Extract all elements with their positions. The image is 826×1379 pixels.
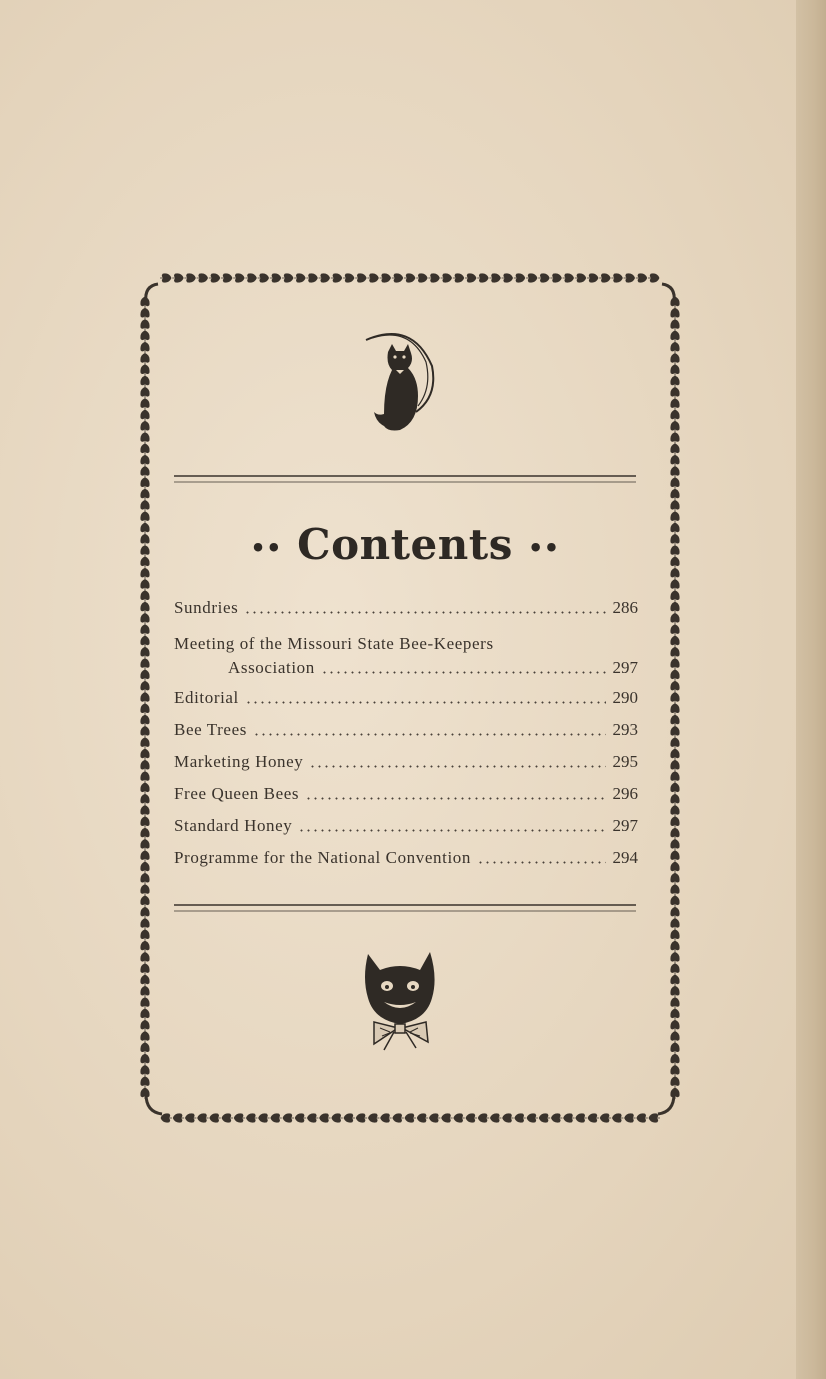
toc-entry-sundries[interactable] (174, 598, 640, 622)
fleuron-top-icon (538, 274, 549, 282)
fleuron-right-icon (671, 1088, 679, 1099)
fleuron-top-icon (172, 274, 183, 282)
fleuron-bottom-icon (161, 1114, 172, 1122)
fleuron-left-icon (141, 308, 149, 319)
fleuron-left-icon (141, 500, 149, 511)
fleuron-top-icon (184, 274, 195, 282)
fleuron-left-icon (141, 693, 149, 704)
fleuron-right-icon (671, 297, 679, 308)
fleuron-right-icon (671, 907, 679, 918)
fleuron-left-icon (141, 376, 149, 387)
fleuron-bottom-icon (210, 1114, 221, 1122)
fleuron-right-icon (671, 964, 679, 975)
fleuron-left-icon (141, 715, 149, 726)
page-title: Contents (297, 520, 513, 569)
fleuron-left-icon (141, 1043, 149, 1054)
fleuron-left-icon (141, 399, 149, 410)
fleuron-bottom-icon (307, 1114, 318, 1122)
fleuron-left-icon (141, 726, 149, 737)
fleuron-top-icon (599, 274, 610, 282)
contents-heading (175, 520, 635, 569)
fleuron-bottom-icon (503, 1114, 514, 1122)
fleuron-bottom-icon (515, 1114, 526, 1122)
fleuron-right-icon (671, 998, 679, 1009)
fleuron-top-icon (489, 274, 500, 282)
fleuron-top-icon (550, 274, 561, 282)
heading-ornament-right: •• (527, 533, 560, 563)
toc-entry-programme[interactable] (174, 848, 640, 872)
fleuron-left-icon (141, 602, 149, 613)
fleuron-right-icon (671, 342, 679, 353)
fleuron-top-icon (526, 274, 537, 282)
fleuron-bottom-icon (429, 1114, 440, 1122)
fleuron-right-icon (671, 444, 679, 455)
fleuron-left-icon (141, 851, 149, 862)
fleuron-right-icon (671, 817, 679, 828)
fleuron-right-icon (671, 489, 679, 500)
fleuron-right-icon (671, 1032, 679, 1043)
fleuron-left-icon (141, 354, 149, 365)
fleuron-right-icon (671, 1009, 679, 1020)
fleuron-right-icon (671, 387, 679, 398)
fleuron-right-icon (671, 399, 679, 410)
fleuron-bottom-icon (625, 1114, 636, 1122)
fleuron-top-icon (258, 274, 269, 282)
fleuron-top-icon (160, 274, 171, 282)
fleuron-bottom-icon (600, 1114, 611, 1122)
fleuron-right-icon (671, 828, 679, 839)
fleuron-top-icon (209, 274, 220, 282)
toc-entry-page: 295 (612, 752, 638, 771)
fleuron-right-icon (671, 930, 679, 941)
fleuron-right-icon (671, 613, 679, 624)
fleuron-bottom-icon (576, 1114, 587, 1122)
fleuron-bottom-icon (490, 1114, 501, 1122)
fleuron-right-icon (671, 580, 679, 591)
fleuron-bottom-icon (368, 1114, 379, 1122)
fleuron-left-icon (141, 331, 149, 342)
fleuron-right-icon (671, 839, 679, 850)
fleuron-bottom-icon (246, 1114, 257, 1122)
fleuron-left-icon (141, 907, 149, 918)
fleuron-left-icon (141, 297, 149, 308)
dot-leader (244, 611, 606, 614)
fleuron-left-icon (141, 1088, 149, 1099)
fleuron-right-icon (671, 354, 679, 365)
toc-entry-page: 294 (612, 848, 638, 867)
fleuron-right-icon (671, 568, 679, 579)
fleuron-top-icon (587, 274, 598, 282)
toc-entry-title-line2: Association (228, 658, 315, 677)
fleuron-right-icon (671, 772, 679, 783)
fleuron-right-icon (671, 862, 679, 873)
fleuron-top-icon (502, 274, 513, 282)
fleuron-right-icon (671, 794, 679, 805)
fleuron-bottom-icon (185, 1114, 196, 1122)
fleuron-left-icon (141, 873, 149, 884)
fleuron-right-icon (671, 410, 679, 421)
toc-entry-meeting-continued[interactable] (174, 658, 640, 682)
fleuron-bottom-icon (551, 1114, 562, 1122)
fleuron-left-icon (141, 489, 149, 500)
fleuron-top-icon (477, 274, 488, 282)
fleuron-bottom-icon (527, 1114, 538, 1122)
fleuron-left-icon (141, 512, 149, 523)
fleuron-bottom-icon (539, 1114, 550, 1122)
toc-entry-page: 297 (612, 658, 638, 677)
dot-leader (309, 765, 606, 768)
fleuron-left-icon (141, 1065, 149, 1076)
fleuron-left-icon (141, 998, 149, 1009)
fleuron-right-icon (671, 670, 679, 681)
fleuron-left-icon (141, 591, 149, 602)
fleuron-bottom-icon (234, 1114, 245, 1122)
fleuron-left-icon (141, 817, 149, 828)
fleuron-right-icon (671, 749, 679, 760)
fleuron-right-icon (671, 478, 679, 489)
fleuron-left-icon (141, 681, 149, 692)
fleuron-right-icon (671, 647, 679, 658)
fleuron-right-icon (671, 1054, 679, 1065)
fleuron-right-icon (671, 726, 679, 737)
bottom-double-rule (174, 903, 636, 913)
fleuron-left-icon (141, 444, 149, 455)
fleuron-left-icon (141, 320, 149, 331)
fleuron-left-icon (141, 828, 149, 839)
fleuron-left-icon (141, 636, 149, 647)
fleuron-top-icon (282, 274, 293, 282)
fleuron-right-icon (671, 873, 679, 884)
fleuron-right-icon (671, 659, 679, 670)
fleuron-right-icon (671, 433, 679, 444)
dot-leader (305, 797, 606, 800)
fleuron-right-icon (671, 1020, 679, 1031)
fleuron-top-icon (416, 274, 427, 282)
fleuron-top-icon (514, 274, 525, 282)
fleuron-left-icon (141, 568, 149, 579)
fleuron-right-icon (671, 365, 679, 376)
toc-entry-title: Programme for the National Convention (174, 848, 471, 867)
fleuron-right-icon (671, 952, 679, 963)
fleuron-bottom-icon (478, 1114, 489, 1122)
fleuron-left-icon (141, 986, 149, 997)
fleuron-left-icon (141, 433, 149, 444)
fleuron-bottom-icon (454, 1114, 465, 1122)
fleuron-left-icon (141, 455, 149, 466)
fleuron-right-icon (671, 1043, 679, 1054)
toc-entry-title: Sundries (174, 598, 239, 617)
fleuron-left-icon (141, 534, 149, 545)
toc-entry-page: 297 (612, 816, 638, 835)
fleuron-bottom-icon (381, 1114, 392, 1122)
fleuron-left-icon (141, 952, 149, 963)
fleuron-left-icon (141, 467, 149, 478)
toc-entry-standard-honey[interactable] (174, 816, 640, 840)
toc-entry-title: Meeting of the Missouri State Bee-Keepers (174, 634, 494, 653)
fleuron-top-icon (465, 274, 476, 282)
fleuron-left-icon (141, 647, 149, 658)
fleuron-left-icon (141, 738, 149, 749)
toc-entry-page: 290 (612, 688, 638, 707)
fleuron-left-icon (141, 885, 149, 896)
fleuron-top-icon (563, 274, 574, 282)
fleuron-top-icon (392, 274, 403, 282)
fleuron-top-icon (453, 274, 464, 282)
dot-leader (298, 829, 606, 832)
fleuron-left-icon (141, 670, 149, 681)
fleuron-top-icon (245, 274, 256, 282)
fleuron-right-icon (671, 885, 679, 896)
fleuron-top-icon (575, 274, 586, 282)
grinning-cat-vignette-icon (360, 948, 440, 1054)
fleuron-bottom-icon (295, 1114, 306, 1122)
fleuron-right-icon (671, 806, 679, 817)
fleuron-left-icon (141, 975, 149, 986)
fleuron-left-icon (141, 546, 149, 557)
fleuron-left-icon (141, 421, 149, 432)
fleuron-right-icon (671, 500, 679, 511)
fleuron-left-icon (141, 342, 149, 353)
fleuron-left-icon (141, 523, 149, 534)
fleuron-right-icon (671, 1065, 679, 1076)
toc-entry-page: 286 (612, 598, 638, 617)
fleuron-top-icon (197, 274, 208, 282)
fleuron-top-icon (404, 274, 415, 282)
toc-entry-title: Editorial (174, 688, 239, 707)
fleuron-top-icon (233, 274, 244, 282)
fleuron-top-icon (319, 274, 330, 282)
fleuron-left-icon (141, 557, 149, 568)
fleuron-left-icon (141, 580, 149, 591)
toc-entry-page: 293 (612, 720, 638, 739)
fleuron-right-icon (671, 467, 679, 478)
cat-moon-vignette-icon (360, 326, 440, 436)
fleuron-bottom-icon (198, 1114, 209, 1122)
fleuron-bottom-icon (466, 1114, 477, 1122)
fleuron-left-icon (141, 794, 149, 805)
fleuron-bottom-icon (283, 1114, 294, 1122)
fleuron-right-icon (671, 986, 679, 997)
page-spine-edge (796, 0, 826, 1379)
fleuron-top-icon (221, 274, 232, 282)
fleuron-top-icon (611, 274, 622, 282)
fleuron-top-icon (636, 274, 647, 282)
fleuron-top-icon (367, 274, 378, 282)
fleuron-bottom-icon (564, 1114, 575, 1122)
fleuron-right-icon (671, 1077, 679, 1088)
dot-leader (321, 671, 606, 674)
fleuron-top-icon (331, 274, 342, 282)
fleuron-left-icon (141, 919, 149, 930)
fleuron-top-icon (306, 274, 317, 282)
fleuron-right-icon (671, 625, 679, 636)
fleuron-right-icon (671, 941, 679, 952)
fleuron-right-icon (671, 534, 679, 545)
fleuron-left-icon (141, 896, 149, 907)
toc-entry-meeting[interactable] (174, 634, 640, 658)
fleuron-right-icon (671, 546, 679, 557)
fleuron-bottom-icon (259, 1114, 270, 1122)
fleuron-right-icon (671, 896, 679, 907)
toc-entry-editorial[interactable] (174, 688, 640, 712)
dot-leader (253, 733, 606, 736)
fleuron-right-icon (671, 851, 679, 862)
fleuron-right-icon (671, 523, 679, 534)
fleuron-bottom-icon (222, 1114, 233, 1122)
fleuron-right-icon (671, 738, 679, 749)
fleuron-left-icon (141, 1032, 149, 1043)
dot-leader (245, 701, 606, 704)
fleuron-bottom-icon (320, 1114, 331, 1122)
dot-leader (477, 861, 606, 864)
fleuron-left-icon (141, 704, 149, 715)
fleuron-bottom-icon (332, 1114, 343, 1122)
fleuron-top-icon (380, 274, 391, 282)
fleuron-top-icon (441, 274, 452, 282)
fleuron-bottom-icon (356, 1114, 367, 1122)
toc-entry-title: Marketing Honey (174, 752, 304, 771)
toc-entry-page: 296 (612, 784, 638, 803)
fleuron-right-icon (671, 783, 679, 794)
fleuron-bottom-icon (442, 1114, 453, 1122)
toc-entry-free-queen-bees[interactable] (174, 784, 640, 808)
fleuron-left-icon (141, 964, 149, 975)
fleuron-right-icon (671, 919, 679, 930)
fleuron-left-icon (141, 783, 149, 794)
fleuron-right-icon (671, 331, 679, 342)
fleuron-left-icon (141, 760, 149, 771)
fleuron-bottom-icon (637, 1114, 648, 1122)
fleuron-left-icon (141, 862, 149, 873)
fleuron-left-icon (141, 772, 149, 783)
fleuron-top-icon (270, 274, 281, 282)
fleuron-left-icon (141, 410, 149, 421)
fleuron-bottom-icon (612, 1114, 623, 1122)
fleuron-right-icon (671, 693, 679, 704)
fleuron-left-icon (141, 1020, 149, 1031)
fleuron-left-icon (141, 659, 149, 670)
fleuron-left-icon (141, 839, 149, 850)
fleuron-right-icon (671, 704, 679, 715)
fleuron-right-icon (671, 591, 679, 602)
fleuron-right-icon (671, 636, 679, 647)
fleuron-top-icon (343, 274, 354, 282)
fleuron-right-icon (671, 512, 679, 523)
fleuron-left-icon (141, 941, 149, 952)
toc-entry-title: Standard Honey (174, 816, 293, 835)
fleuron-right-icon (671, 376, 679, 387)
fleuron-top-icon (648, 274, 659, 282)
fleuron-bottom-icon (344, 1114, 355, 1122)
fleuron-right-icon (671, 602, 679, 613)
fleuron-left-icon (141, 613, 149, 624)
toc-entry-bee-trees[interactable] (174, 720, 640, 744)
fleuron-top-icon (428, 274, 439, 282)
fleuron-top-icon (355, 274, 366, 282)
fleuron-right-icon (671, 975, 679, 986)
fleuron-top-icon (624, 274, 635, 282)
fleuron-left-icon (141, 478, 149, 489)
fleuron-right-icon (671, 320, 679, 331)
fleuron-right-icon (671, 760, 679, 771)
fleuron-right-icon (671, 308, 679, 319)
fleuron-right-icon (671, 455, 679, 466)
fleuron-right-icon (671, 681, 679, 692)
fleuron-right-icon (671, 715, 679, 726)
toc-entry-title: Free Queen Bees (174, 784, 300, 803)
fleuron-left-icon (141, 365, 149, 376)
fleuron-bottom-icon (271, 1114, 282, 1122)
fleuron-left-icon (141, 1009, 149, 1020)
toc-entry-marketing-honey[interactable] (174, 752, 640, 776)
top-double-rule (174, 474, 636, 484)
fleuron-bottom-icon (393, 1114, 404, 1122)
fleuron-top-icon (294, 274, 305, 282)
fleuron-left-icon (141, 625, 149, 636)
toc-entry-title: Bee Trees (174, 720, 247, 739)
fleuron-bottom-icon (417, 1114, 428, 1122)
fleuron-bottom-icon (405, 1114, 416, 1122)
fleuron-bottom-icon (588, 1114, 599, 1122)
fleuron-left-icon (141, 806, 149, 817)
fleuron-left-icon (141, 387, 149, 398)
fleuron-left-icon (141, 749, 149, 760)
fleuron-left-icon (141, 930, 149, 941)
fleuron-left-icon (141, 1054, 149, 1065)
fleuron-right-icon (671, 557, 679, 568)
fleuron-right-icon (671, 421, 679, 432)
heading-ornament-left: •• (250, 533, 283, 563)
fleuron-left-icon (141, 1077, 149, 1088)
fleuron-bottom-icon (173, 1114, 184, 1122)
